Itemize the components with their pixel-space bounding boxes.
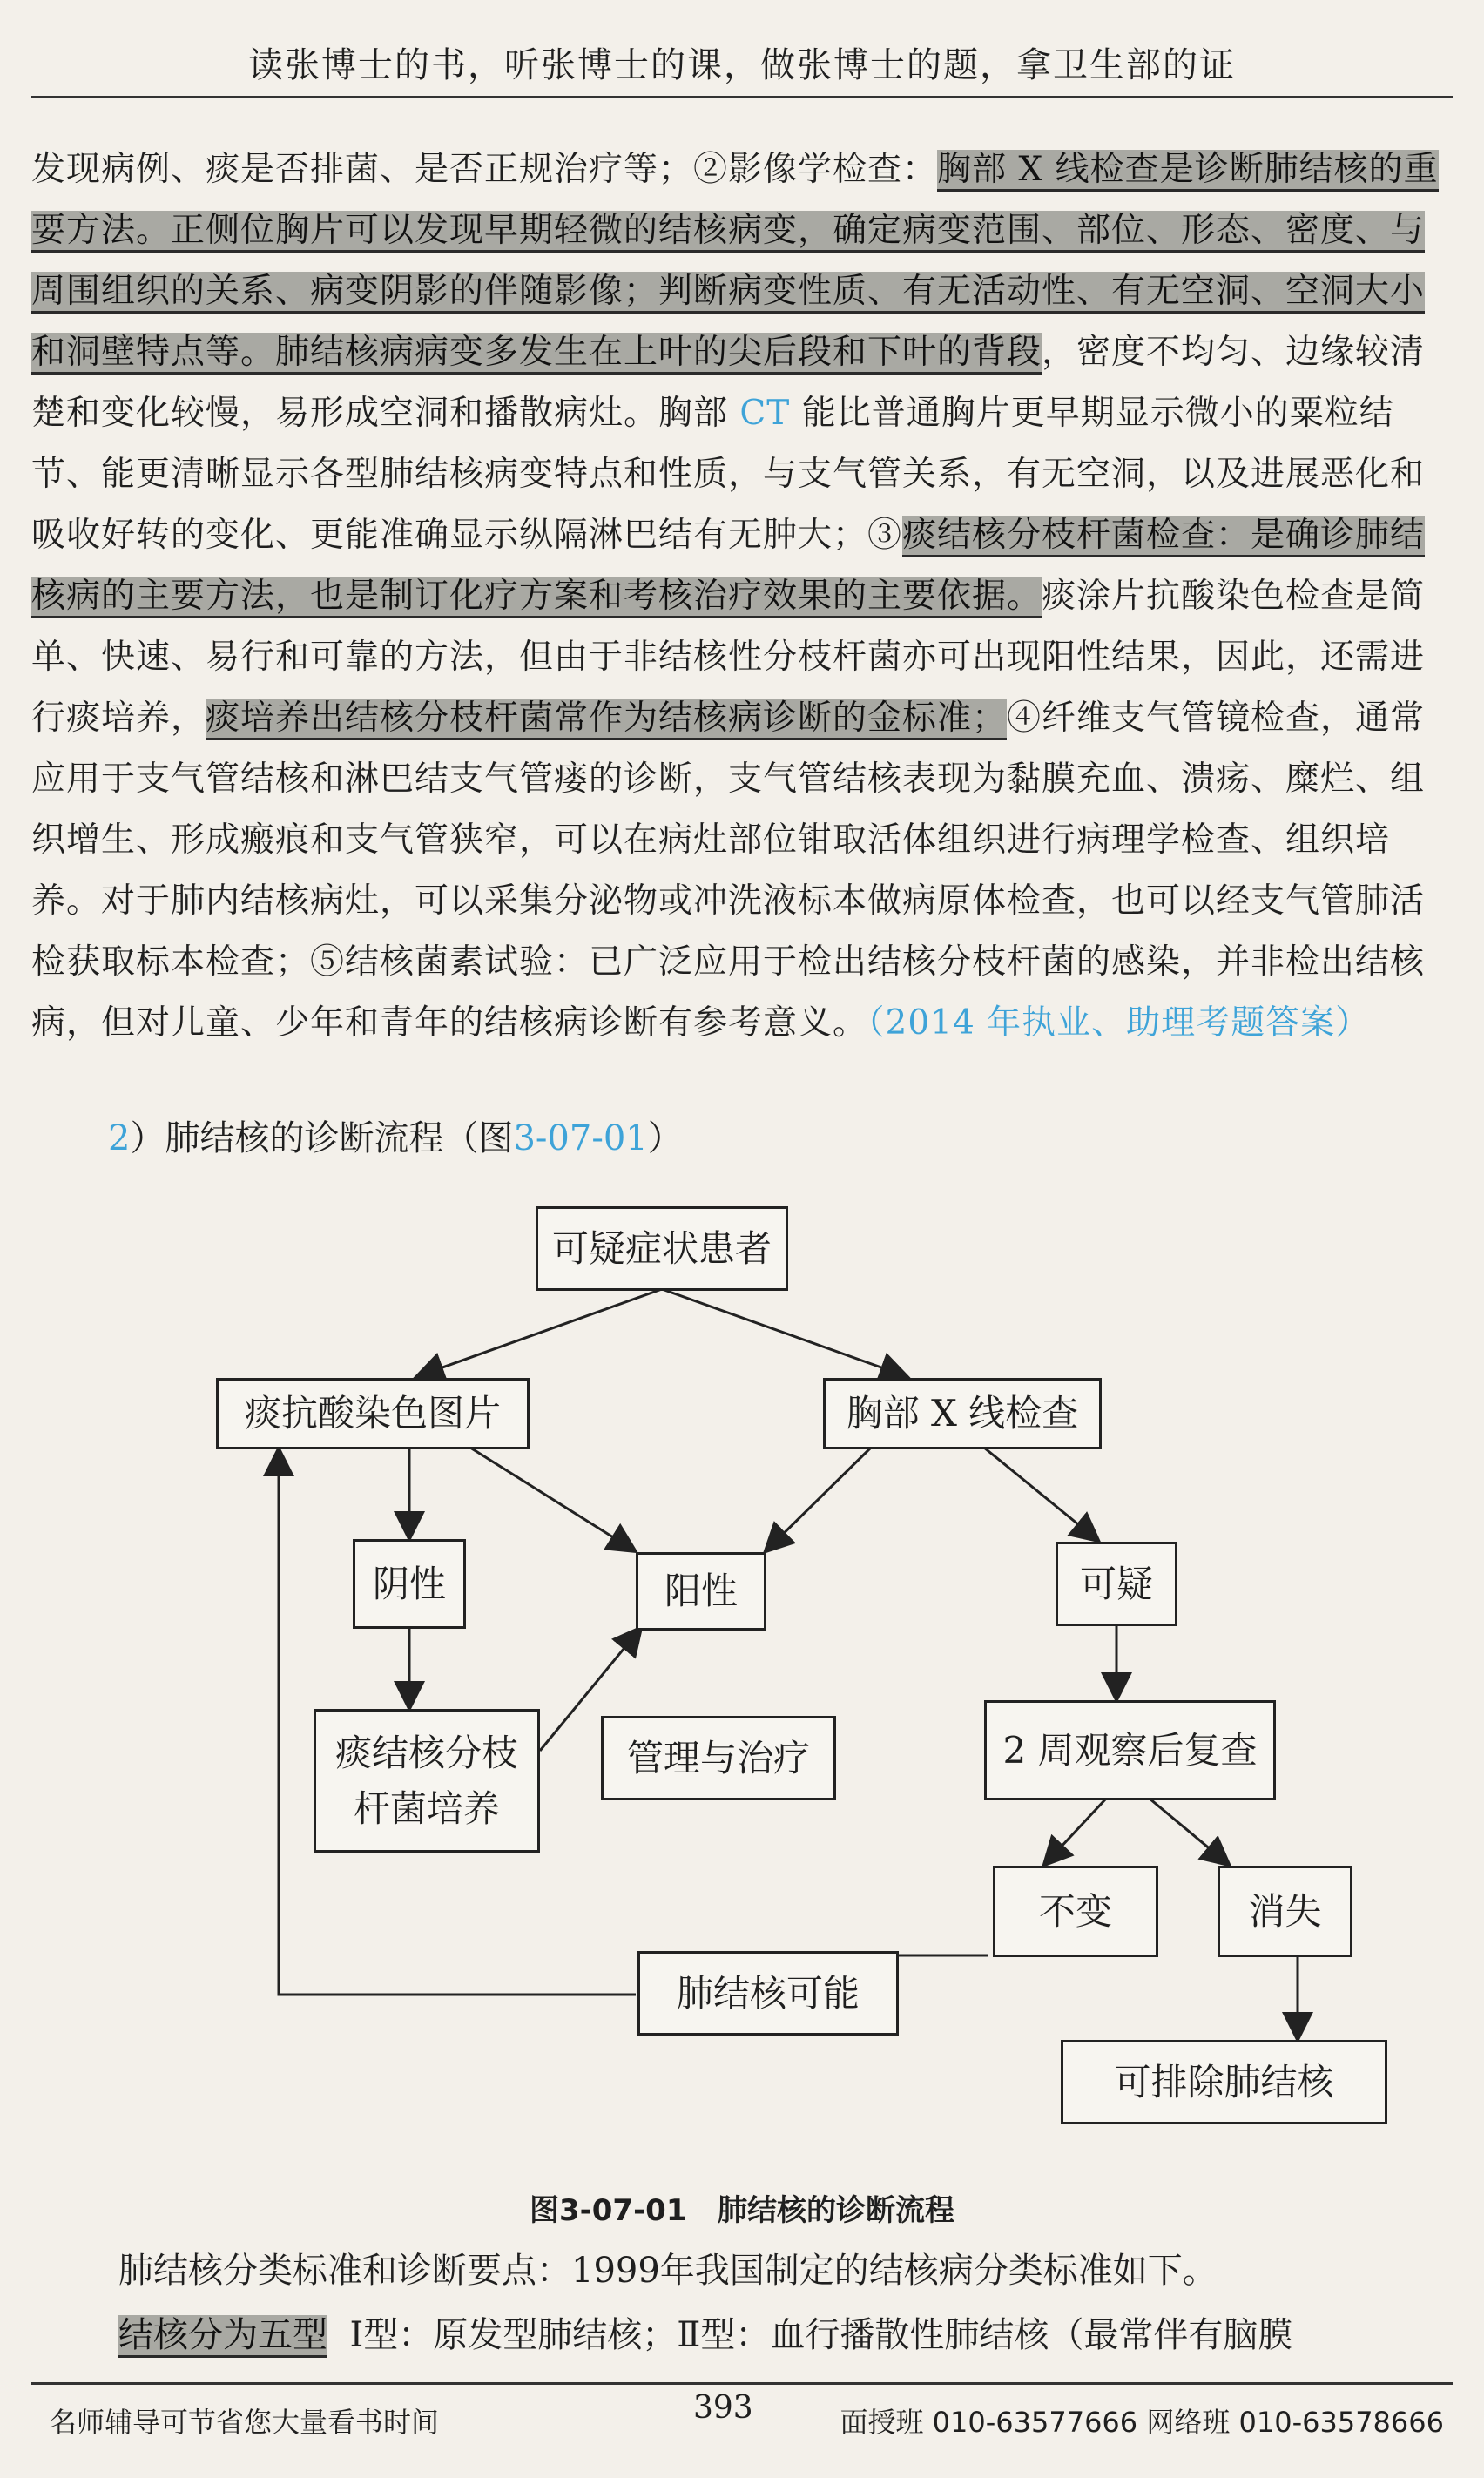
types-text: Ⅰ型：原发型肺结核；Ⅱ型：血行播散性肺结核（最常伴有脑膜 <box>349 2315 1293 2355</box>
node-label: 消失 <box>1248 1889 1322 1933</box>
node-smear-test <box>216 1378 530 1449</box>
node-label: 阳性 <box>664 1570 738 1612</box>
node-label: 阴性 <box>372 1562 446 1605</box>
text-segment: ，密度不均匀、边缘较清楚和变化较慢，易形成空洞和播散病灶。胸部 <box>31 333 1426 433</box>
node-management <box>601 1716 836 1800</box>
node-resolved <box>1218 1866 1352 1957</box>
node-label: 痰抗酸染色图片 <box>244 1392 501 1435</box>
node-label: 可排除肺结核 <box>1114 2060 1334 2103</box>
arrow-xray-to-positive <box>766 1448 871 1550</box>
figure-reference: 3-07-01 <box>513 1118 648 1158</box>
highlight-lesion-site: 肺结核病病变多发生在上叶的尖后段和下叶的背段 <box>275 333 1042 375</box>
arrow-recheck-to-resolved <box>1150 1799 1228 1864</box>
node-label: 不变 <box>1038 1889 1112 1933</box>
node-recheck-2weeks <box>984 1700 1276 1800</box>
node-possible-tb <box>637 1951 899 2036</box>
node-label: 可疑症状患者 <box>551 1226 772 1270</box>
node-label: 可疑 <box>1079 1562 1153 1605</box>
main-paragraph <box>31 139 1456 1054</box>
node-label-line1: 痰结核分枝 <box>334 1731 518 1774</box>
arrow-suspect-to-smear <box>418 1289 662 1376</box>
node-label: 2 周观察后复查 <box>1002 1728 1258 1772</box>
page-header <box>31 35 1453 98</box>
node-chest-xray <box>823 1378 1102 1449</box>
node-label-line2: 杆菌培养 <box>353 1786 500 1830</box>
types-line <box>31 2303 1456 2367</box>
node-positive <box>636 1552 766 1631</box>
arrow-xray-to-suspicious <box>984 1448 1097 1540</box>
highlight-five-types: 结核分为五型 <box>118 2315 327 2358</box>
paragraph-text <box>31 139 1456 1054</box>
highlight-gold-standard: 痰培养出结核分枝杆菌常作为结核病诊断的金标准； <box>206 699 1007 740</box>
arrow-suspect-to-xray <box>662 1289 906 1376</box>
node-unchanged <box>993 1866 1158 1957</box>
node-label: 肺结核可能 <box>676 1971 860 2015</box>
header-title: 读张博士的书，听张博士的课，做张博士的题，拿卫生部的证 <box>248 45 1236 85</box>
classification-line: 肺结核分类标准和诊断要点：1999年我国制定的结核病分类标准如下。 <box>118 2251 1218 2291</box>
subheading-text: ）肺结核的诊断流程（图 <box>130 1118 514 1158</box>
section-subheading <box>108 1111 683 1160</box>
ct-label: CT <box>739 394 791 433</box>
figure-caption <box>0 2186 1484 2229</box>
node-label: 管理与治疗 <box>626 1736 810 1779</box>
highlight-sputum-test: 痰结核分枝杆菌检查：是确诊肺结核病的主要方法，也是制订化疗方案和考核治疗效果的主要依据。 <box>31 516 1425 618</box>
node-sputum-culture <box>314 1709 540 1853</box>
page-number: 393 <box>693 2390 753 2426</box>
text-segment: 能比普通胸片更早期显示微小的粟粒结节、能更清晰显示各型肺结核病变特点和性质，与支气管关系，有无空洞，以及进展恶化和吸收好转的变化、更能准确显示纵隔淋巴结有无肿大；③ <box>31 394 1426 555</box>
footer-slogan: 名师辅导可节省您大量看书时间 <box>49 2406 440 2439</box>
arrow-recheck-to-unchanged <box>1045 1799 1106 1864</box>
text-segment: 痰涂片抗酸染色检查是简单、快速、易行和可靠的方法，但由于非结核性分枝杆菌亦可出现阳性结果，因此，还需进行痰培养， <box>31 577 1426 738</box>
node-suspect-patient <box>536 1206 788 1291</box>
caption-number: 图3-07-01 <box>529 2193 687 2228</box>
closing-paragraph <box>31 2238 1456 2367</box>
exam-answer-note: （2014 年执业、助理考题答案） <box>867 1003 1371 1043</box>
text-segment: 发现病例、痰是否排菌、是否正规治疗等；②影像学检查： <box>31 150 938 189</box>
text-segment: ④纤维支气管镜检查，通常应用于支气管结核和淋巴结支气管瘘的诊断，支气管结核表现为黏膜充血、溃疡、糜烂、组织增生、形成瘢痕和支气管狭窄，可以在病灶部位钳取活体组织进行病理学检查、组织培养。对于肺内结核病灶，可以采集分泌物或冲洗液标本做病原体检查，也可以经支气管肺活检获取标本检查；⑤结核菌素试验：已广泛应用于检出结核分枝杆菌的感染，并非检出结核病，但对儿童、少年和青年的结核病诊断有参考意义。 <box>31 699 1426 1043</box>
subheading-close: ） <box>647 1118 683 1158</box>
diagnosis-flowchart <box>0 1185 1484 2169</box>
node-suspicious <box>1056 1542 1177 1626</box>
highlight-xray: 胸部 X 线检查是诊断肺结核的重要方法。正侧位胸片可以发现早期轻微的结核病变，确定病变范围、部位、形态、密度、与周围组织的关系、病变阴影的伴随影像；判断病变性质、有无活动性、有无空洞、空洞大小和洞壁特点等。 <box>31 150 1439 375</box>
node-negative <box>353 1539 466 1629</box>
subheading-number: 2 <box>108 1118 131 1158</box>
arrow-smear-to-positive <box>470 1448 634 1550</box>
footer-contact: 面授班 010-63577666 网络班 010-63578666 <box>840 2406 1444 2439</box>
node-exclude-tb <box>1061 2040 1387 2124</box>
caption-text: 肺结核的诊断流程 <box>718 2193 955 2228</box>
node-label: 胸部 X 线检查 <box>846 1392 1079 1435</box>
page-footer <box>31 2382 1453 2446</box>
